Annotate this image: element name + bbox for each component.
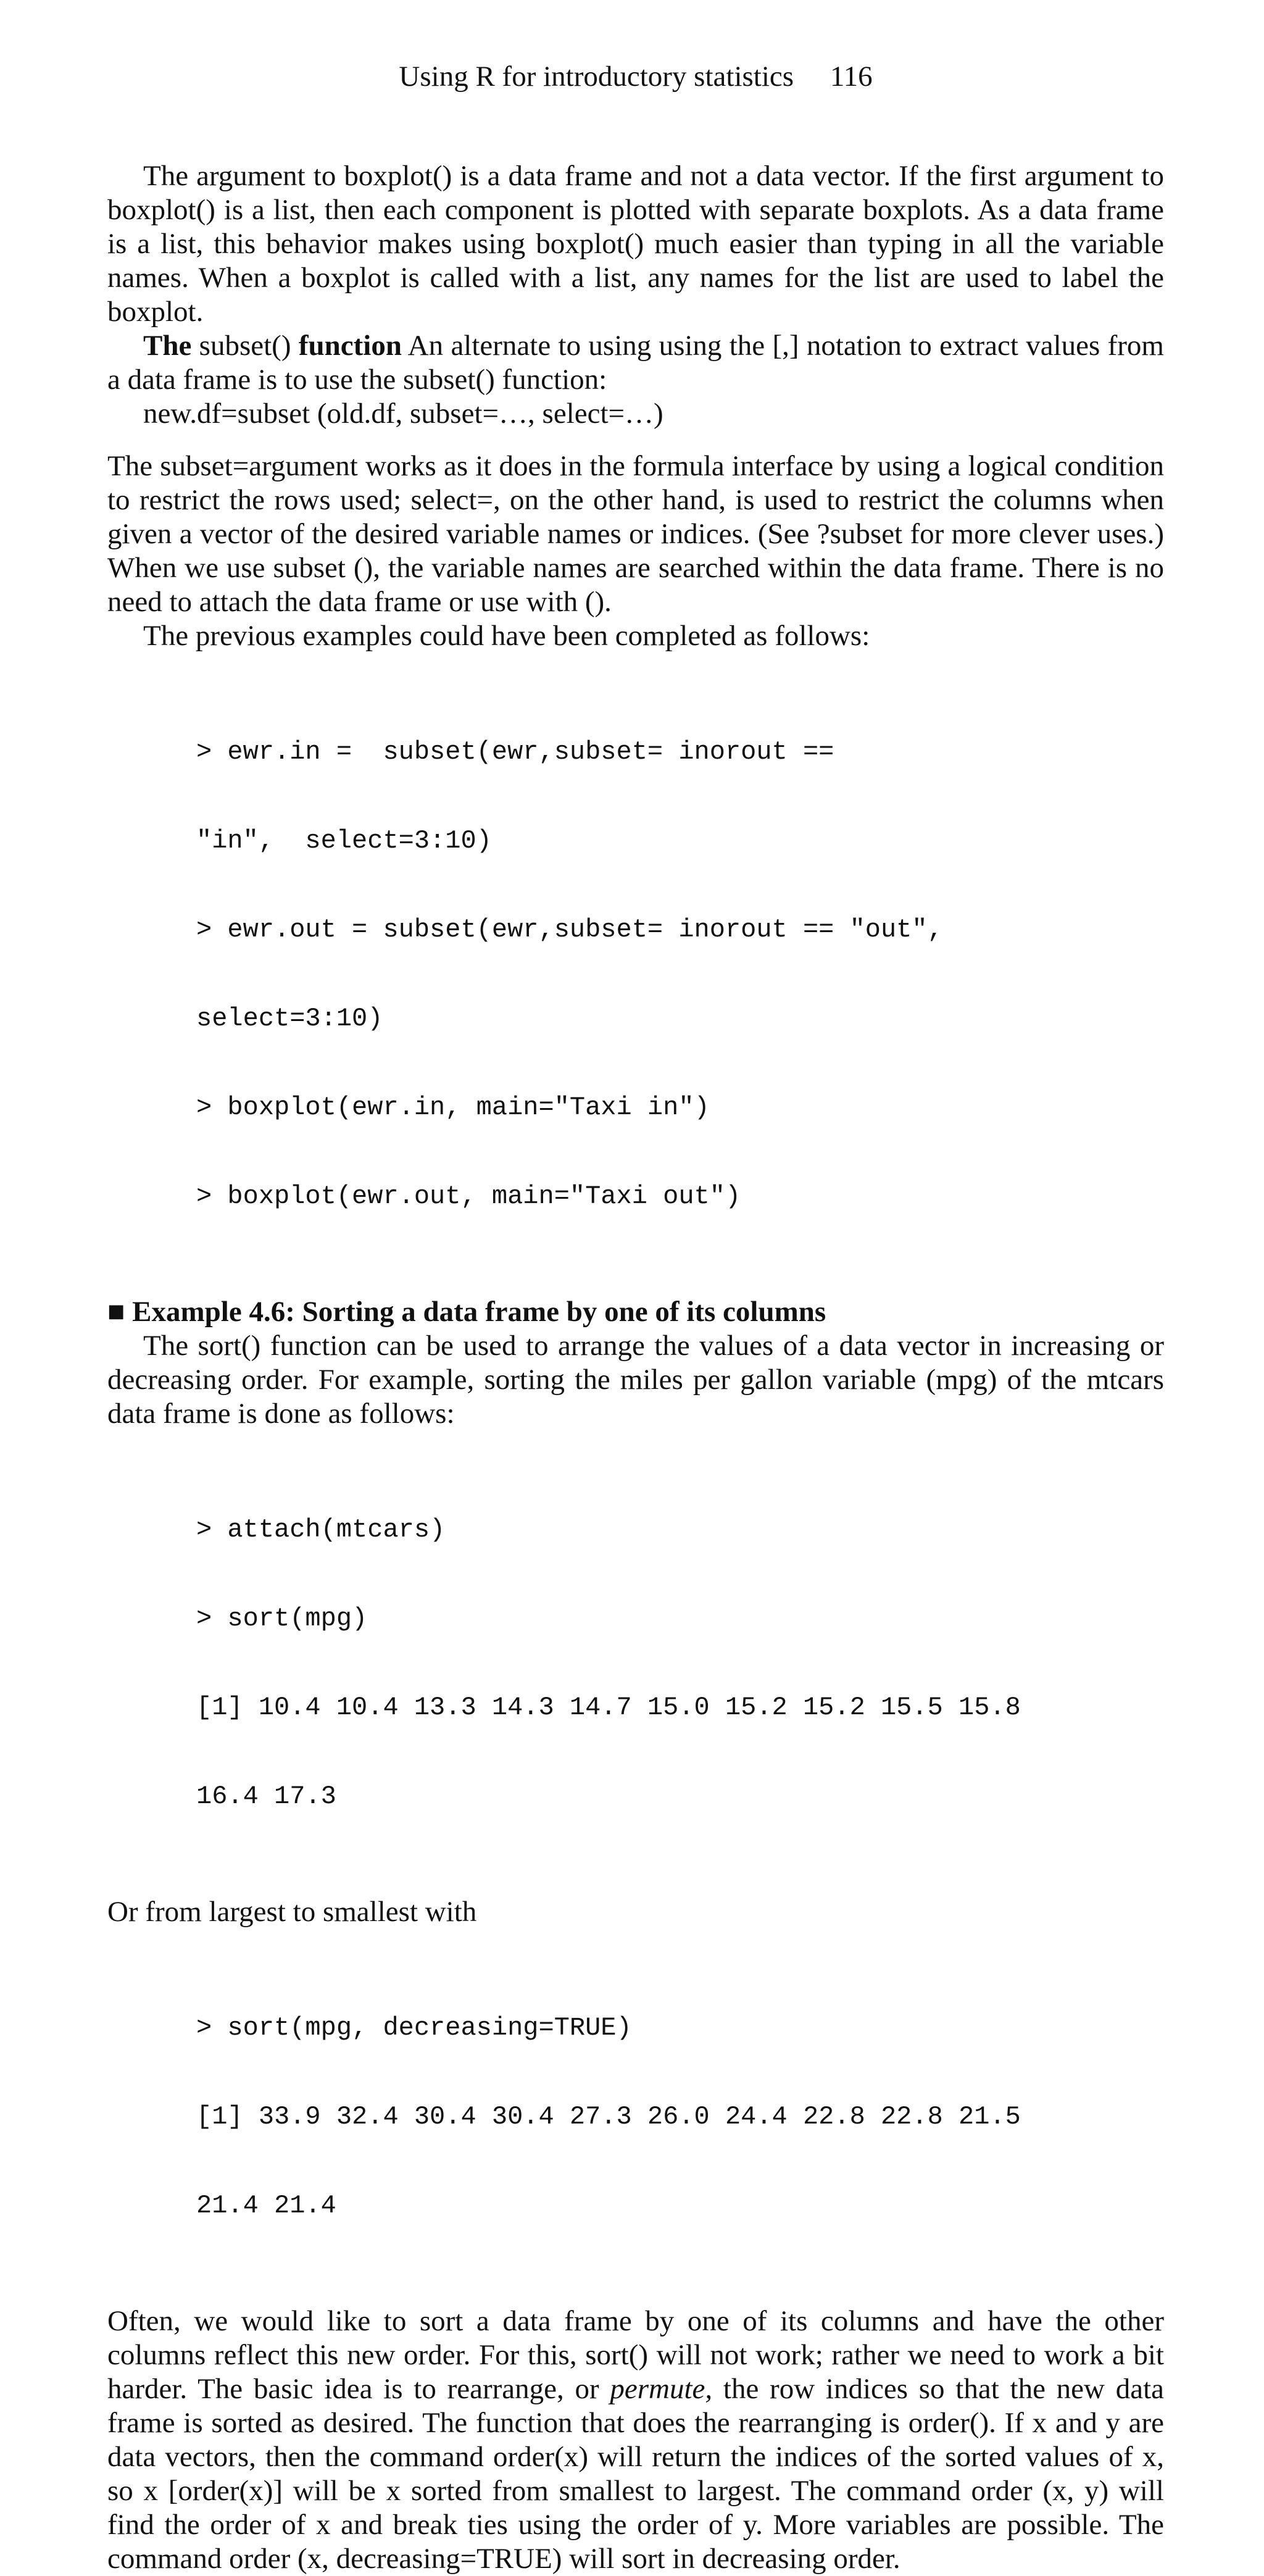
running-head-title: Using R for introductory statistics	[399, 60, 794, 93]
paragraph-previous-examples: The previous examples could have been completed as follows:	[143, 620, 870, 652]
page-number: 116	[830, 60, 873, 93]
code-line: "in", select=3:10)	[196, 826, 492, 856]
example-title: Example 4.6: Sorting a data frame by one of its columns	[125, 1296, 826, 1328]
subset-heading-function: function	[298, 330, 402, 362]
code-line: > attach(mtcars)	[196, 1515, 446, 1544]
example-heading	[107, 1295, 1164, 1329]
code-line: [1] 10.4 10.4 13.3 14.3 14.7 15.0 15.2 15.2 15.5 15.8	[196, 1693, 1021, 1722]
code-block-sort-decreasing	[196, 1954, 1164, 2280]
subset-intro-text: An alternate to using using the [,] notation to extract values from a data frame is to use the subset() function:	[107, 330, 1164, 396]
code-line: [1] 33.9 32.4 30.4 30.4 27.3 26.0 24.4 22.8 22.8 21.5	[196, 2102, 1021, 2132]
code-line: > boxplot(ewr.out, main="Taxi out")	[196, 1182, 741, 1211]
body-text	[107, 159, 1164, 2576]
code-block-sort	[196, 1456, 1164, 1870]
paragraph-order-function	[107, 2304, 1164, 2576]
running-head	[107, 59, 1164, 94]
code-line: > ewr.out = subset(ewr,subset= inorout == "out",	[196, 915, 943, 944]
example-marker-icon: ■	[107, 1296, 125, 1328]
code-block-subset	[196, 678, 1164, 1270]
code-line: select=3:10)	[196, 1004, 383, 1033]
paragraph-sort-function: The sort() function can be used to arrange the values of a data vector in increasing or decreasing order. For example, sorting the miles per gallon variable (mpg) of the mtcars data frame is done as follows:	[107, 1330, 1164, 1430]
paragraph-boxplot-argument: The argument to boxplot() is a data frame and not a data vector. If the first argument to boxplot() is a list, then each component is plotted with separate boxplots. As a data frame is a list, this behavior makes using boxplot() much easier than typing in all the variable names. When a boxplot is called with a list, any names for the list are used to label the boxplot.	[107, 160, 1164, 328]
code-line: 16.4 17.3	[196, 1782, 336, 1811]
paragraph-largest-to-smallest: Or from largest to smallest with	[107, 1896, 477, 1928]
code-line: 21.4 21.4	[196, 2191, 336, 2220]
paragraph-subset-argument: The subset=argument works as it does in the formula interface by using a logical condition to restrict the rows used; select=, on the other hand, is used to restrict the columns when given a vector of the desired variable names or indices. (See ?subset for more clever uses.) When we use subset (), the variable names are searched within the data frame. There is no need to attach the data frame or use with ().	[107, 450, 1164, 618]
paragraph-subset-intro	[107, 329, 1164, 397]
order-text-italic: permute,	[610, 2373, 713, 2405]
subset-heading-fn: subset()	[191, 330, 299, 362]
code-line: > boxplot(ewr.in, main="Taxi in")	[196, 1093, 710, 1122]
order-text-before: Often, we would like to sort a data frame by one of its columns and have the other columns reflect this new order. For this, sort() will not work; rather we need to work a bit harder. The basic idea is to rearrange, or	[107, 2305, 1164, 2405]
order-text-after: the row indices so that the new data frame is sorted as desired. The function that does the rearranging is order(). If x and y are data vectors, then the command order(x) will return the indices of the sorted values of x, so x [order(x)] will be x sorted from smallest to largest. The command order (x, y) will find the order of x and break ties using the order of y. More variables are possible. The command order (x, decreasing=TRUE) will sort in decreasing order.	[107, 2373, 1164, 2575]
code-line: > sort(mpg)	[196, 1604, 368, 1633]
code-line: > sort(mpg, decreasing=TRUE)	[196, 2013, 632, 2043]
subset-usage-line: new.df=subset (old.df, subset=…, select=…)	[143, 398, 663, 430]
subset-heading-the: The	[143, 330, 192, 362]
code-line: > ewr.in = subset(ewr,subset= inorout ==	[196, 737, 834, 767]
